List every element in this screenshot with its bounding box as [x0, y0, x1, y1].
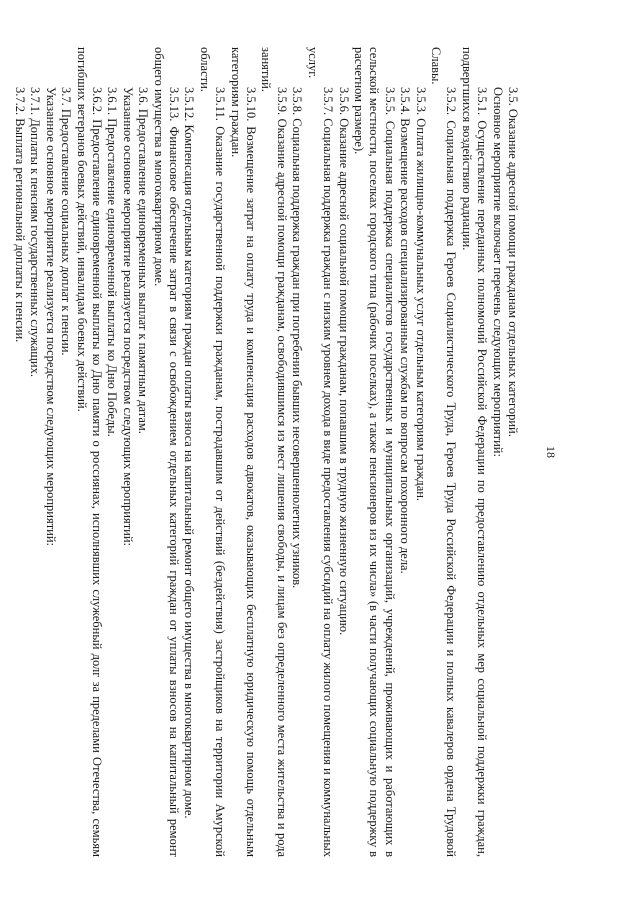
- paragraph: 3.5.11. Оказание государственной поддержки гражданам, пострадавшим от действий (бездействия) застройщиков на территории Амурской области.: [197, 47, 228, 857]
- paragraph: 3.5.2. Социальная поддержка Героев Социалистического Труда, Героев Труда Российской Федерации и полных кавалеров ордена Трудовой Славы.: [428, 47, 459, 857]
- paragraph: 3.5.4. Возмещение расходов специализированным службам по вопросам похоронного дела.: [398, 87, 413, 574]
- paragraph: 3.7.2. Выплата региональной доплаты к пенсии.: [13, 87, 27, 343]
- rotated-content: [13, 27, 580, 877]
- paragraph: 3.5.9. Оказание адресной помощи гражданам, освободившимся из мест лишения свободы, и лицам без определенного места жительства и рода занятий.: [259, 47, 289, 857]
- paragraph: 3.7.1. Доплаты к пенсиям государственных служащих.: [28, 87, 43, 377]
- paragraph: 3.5.7. Социальная поддержка граждан с низким уровнем дохода в виде предоставления субсидий на оплату жилого помещения и коммунальных услуг.: [305, 47, 336, 857]
- paragraph: 3.6.1. Предоставление единовременной выплаты ко Дню Победы.: [105, 87, 120, 437]
- paragraph: Указанное основное мероприятие реализуется посредством следующих мероприятий:: [120, 87, 135, 547]
- paragraph: 3.5.8. Социальная поддержка граждан при погребении бывших несовершеннолетних узников.: [290, 87, 305, 589]
- paragraph: 3.7. Предоставление социальных доплат к пенсии.: [59, 87, 74, 356]
- page-number: 18: [544, 446, 558, 458]
- paragraph: 3.5.10. Возмещение затрат на оплату труда и компенсация расходов адвокатов, оказывающих бесплатную юридическую помощь отдельным категориям граждан.: [228, 47, 259, 857]
- paragraph: Основное мероприятие включает перечень следующих мероприятий:: [490, 87, 505, 457]
- paragraph: 3.5.6. Оказание адресной социальной помощи гражданам, попавшим в трудную жизненную ситуацию.: [336, 87, 351, 636]
- paragraph: 3.6. Предоставление единовременных выплат к памятным датам.: [136, 87, 151, 434]
- paragraph: 3.5.5. Социальная поддержка специалистов государственных и муниципальных организаций, учреждений, проживающих и работающих в сельской местности, поселках городского типа (рабочих поселках), а также пенсионеров из их числа» (в части получающих социальную поддержку в расчетном размере).: [351, 47, 397, 857]
- paragraph: 3.5.12. Компенсация отдельным категориям граждан оплаты взноса на капитальный ремонт общего имущества в многоквартирном доме.: [182, 87, 197, 819]
- paragraph: 3.6.2. Предоставление единовременной выплаты ко Дню памяти о россиянах, исполнявших служебный долг за пределами Отечества, семьям погибших ветеранов боевых действий, инвалидам боевых действий.: [74, 47, 105, 857]
- paragraph: 3.5. Оказание адресной помощи гражданам отдельных категорий.: [506, 87, 520, 437]
- paragraph: Указанное основное мероприятие реализуется посредством следующих мероприятий:: [43, 87, 58, 547]
- paragraph: 3.5.13. Финансовое обеспечение затрат в связи с освобождением отдельных категорий граждан от уплаты взносов на капитальный ремонт общего имущества в многоквартирном доме.: [151, 47, 182, 857]
- document-body: [12, 47, 520, 857]
- paragraph: 3.5.3. Оплата жилищно-коммунальных услуг отдельным категориям граждан.: [413, 87, 428, 502]
- paragraph: 3.5.1. Осуществление переданных полномочий Российской Федерации по предоставлению отдельных мер социальной поддержки граждан, подвергшихся воздействию радиации.: [459, 47, 490, 857]
